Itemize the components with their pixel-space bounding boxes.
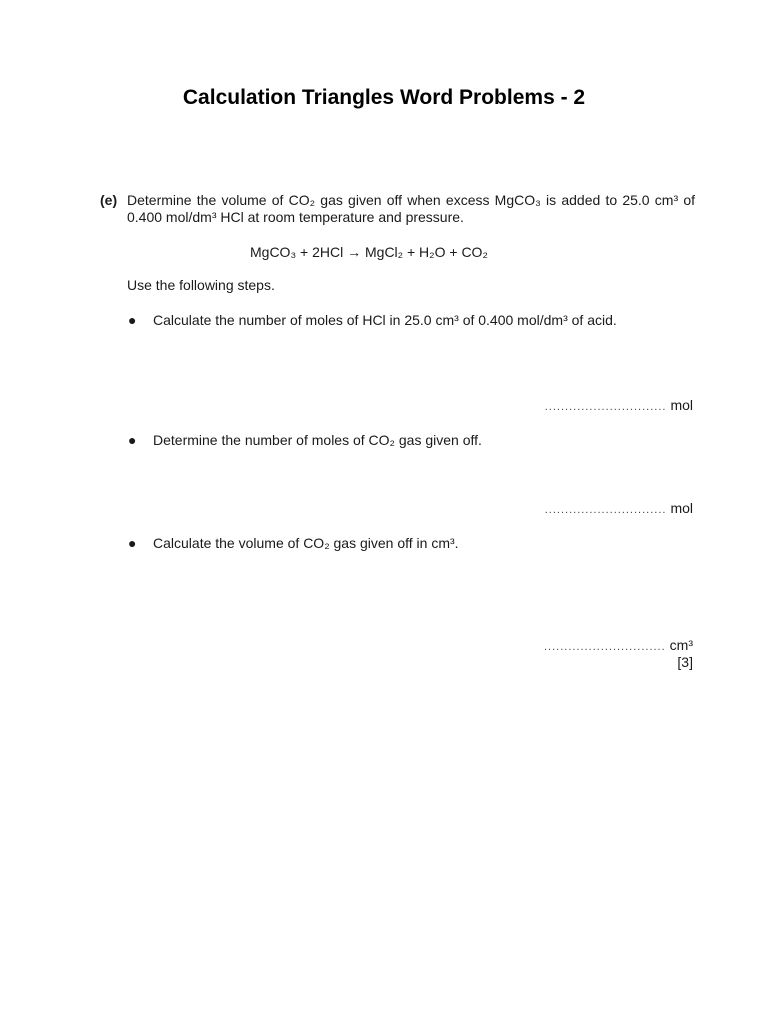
instruction-text: Use the following steps. [127, 277, 275, 293]
step-3-answer-field[interactable] [544, 637, 693, 653]
bullet-icon: ● [128, 535, 137, 551]
bullet-icon: ● [128, 432, 137, 448]
chemical-equation: MgCO₃ + 2HCl → MgCl₂ + H₂O + CO₂ [250, 244, 488, 260]
answer-dots: .............................. [543, 641, 666, 653]
question-text [127, 192, 695, 226]
question-text-line-1: Determine the volume of CO₂ gas given off when excess MgCO₃ is added to 25.0 cm³ of [127, 192, 695, 208]
question-label: (e) [100, 192, 118, 208]
step-3-text: Calculate the volume of CO₂ gas given off in cm³. [153, 535, 459, 551]
step-2-answer-field[interactable] [545, 500, 693, 516]
bullet-icon: ● [128, 312, 137, 328]
step-1-text: Calculate the number of moles of HCl in 25.0 cm³ of 0.400 mol/dm³ of acid. [153, 312, 617, 328]
page-title: Calculation Triangles Word Problems - 2 [182, 86, 586, 109]
answer-dots: .............................. [544, 504, 667, 516]
question-text-line-2: 0.400 mol/dm³ HCl at room temperature and pressure. [127, 209, 464, 225]
answer-dots: .............................. [544, 401, 667, 413]
step-2-text: Determine the number of moles of CO₂ gas given off. [153, 432, 482, 448]
answer-unit: mol [670, 397, 693, 413]
answer-unit: mol [670, 500, 693, 516]
answer-unit: cm³ [669, 637, 693, 653]
step-1-answer-field[interactable] [545, 397, 693, 413]
marks-total: [3] [677, 654, 693, 670]
